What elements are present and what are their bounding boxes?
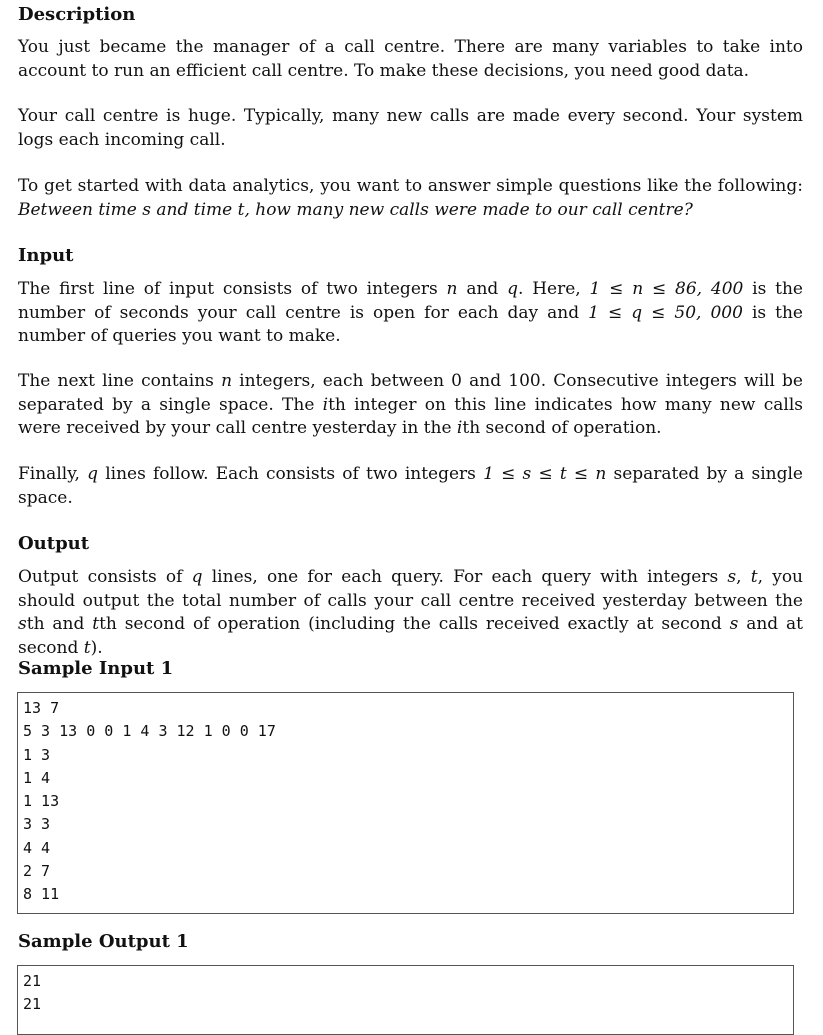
sample-input-line: 5 3 13 0 0 1 4 3 12 1 0 0 17	[23, 722, 276, 741]
sample-input-line: 1 3	[23, 745, 51, 764]
sample-output-heading: Sample Output 1	[18, 931, 189, 952]
sample-input-line: 2 7	[23, 862, 51, 881]
sample-input-code	[23, 697, 788, 907]
input-paragraph-2: The next line contains n integers, each between 0 and 100. Consecutive integers will be separated by a single space. The ith integer on this line indicates how many new calls were received by your call centre yesterday in the ith second of operation.	[18, 371, 803, 438]
description-paragraph-3: To get started with data analytics, you want to answer simple questions like the following: Between time s and time t, how many new calls were made to our call centre?	[18, 176, 803, 220]
sample-input-line: 3 3	[23, 815, 51, 834]
sample-input-line: 4 4	[23, 838, 51, 857]
description-heading: Description	[18, 4, 136, 25]
sample-output-line: 21	[23, 972, 42, 990]
sample-output-line: 21	[23, 995, 42, 1014]
input-paragraph-3: Finally, q lines follow. Each consists of two integers 1 ≤ s ≤ t ≤ n separated by a single space.	[18, 464, 803, 508]
sample-input-line: 13 7	[23, 699, 60, 717]
description-paragraph-2: Your call centre is huge. Typically, many new calls are made every second. Your system logs each incoming call.	[18, 106, 803, 150]
output-paragraph-1: Output consists of q lines, one for each query. For each query with integers s, t, you should output the total number of calls your call centre received yesterday between the sth and tth second of operation (including the calls received exactly at second s and at second t).	[18, 567, 803, 658]
sample-output-box	[17, 965, 794, 1035]
sample-output-code	[23, 970, 788, 1017]
description-paragraph-1: You just became the manager of a call centre. There are many variables to take into account to run an efficient call centre. To make these decisions, you need good data.	[18, 37, 803, 81]
sample-input-line: 8 11	[23, 885, 60, 904]
sample-input-heading: Sample Input 1	[18, 658, 174, 679]
sample-input-line: 1 4	[23, 768, 51, 787]
output-heading: Output	[18, 533, 90, 554]
description-question: Between time s and time t, how many new calls were made to our call centre?	[18, 199, 693, 220]
st-bound: 1 ≤ s ≤ t ≤ n	[483, 464, 607, 484]
sample-input-box	[17, 692, 794, 914]
n-bound: 1 ≤ n ≤ 86, 400	[589, 279, 744, 299]
sample-input-line: 1 13	[23, 792, 60, 811]
input-paragraph-1: The first line of input consists of two integers n and q. Here, 1 ≤ n ≤ 86, 400 is the number of seconds your call centre is open for each day and 1 ≤ q ≤ 50, 000 is the number of queries you want to make.	[18, 279, 803, 346]
input-heading: Input	[18, 245, 74, 266]
q-bound: 1 ≤ q ≤ 50, 000	[588, 302, 743, 323]
